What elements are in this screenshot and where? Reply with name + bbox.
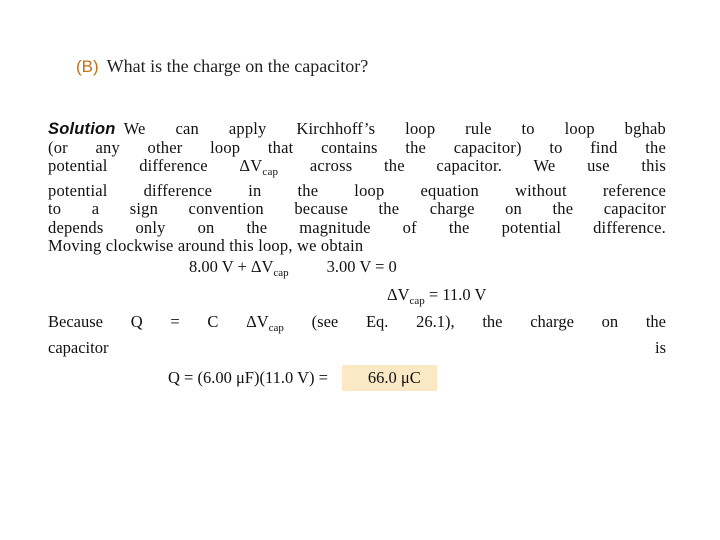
question-label: (B)	[76, 57, 99, 76]
because-line-1	[48, 312, 666, 338]
equation2-lhs: ΔV	[387, 285, 410, 304]
equation2-rhs: = 11.0 V	[428, 285, 487, 304]
equation-charge	[168, 365, 437, 391]
because-word: Because	[48, 312, 103, 331]
because-formula: Q = C ΔV	[130, 312, 269, 331]
solution-line-3-a: potential difference ΔV	[48, 157, 263, 175]
solution-line-5: to a sign convention because the charge on the capacitor	[48, 200, 666, 218]
because-paragraph	[48, 312, 666, 357]
equation2-sub: cap	[409, 295, 425, 307]
solution-line-3-sub: cap	[262, 166, 279, 178]
equation-delta-v	[387, 285, 486, 307]
answer-highlight: 66.0 μC	[342, 365, 437, 391]
solution-line-7: Moving clockwise around this loop, we obtain	[48, 237, 364, 255]
solution-line-2: (or any other loop that contains the capacitor) to find the	[48, 138, 666, 157]
solution-paragraph	[48, 120, 666, 256]
equation1-sub: cap	[273, 267, 289, 279]
equation1-left: 8.00 V + ΔV	[189, 257, 274, 276]
equation3-expr: Q = (6.00 μF)(11.0 V) =	[168, 368, 328, 387]
because-rest: (see Eq. 26.1), the charge on the	[311, 312, 666, 331]
solution-line-1	[48, 120, 666, 139]
solution-line-4: potential difference in the loop equation without reference	[48, 181, 666, 200]
solution-line-3	[48, 157, 666, 182]
solution-line-3-b: across the capacitor. We use this	[309, 157, 666, 175]
solution-heading: Solution	[48, 120, 116, 138]
question-text: What is the charge on the capacitor?	[106, 56, 369, 76]
solution-line-6: depends only on the magnitude of the potential difference.	[48, 218, 666, 237]
because-sub: cap	[268, 322, 284, 334]
solution-line-1-text: We can apply Kirchhoff’s loop rule to loop bghab	[123, 120, 666, 138]
equation-kirchhoff	[189, 257, 397, 279]
question	[76, 56, 368, 77]
because-line-2: capacitor is	[48, 338, 666, 357]
equation1-right: 3.00 V = 0	[326, 257, 397, 276]
